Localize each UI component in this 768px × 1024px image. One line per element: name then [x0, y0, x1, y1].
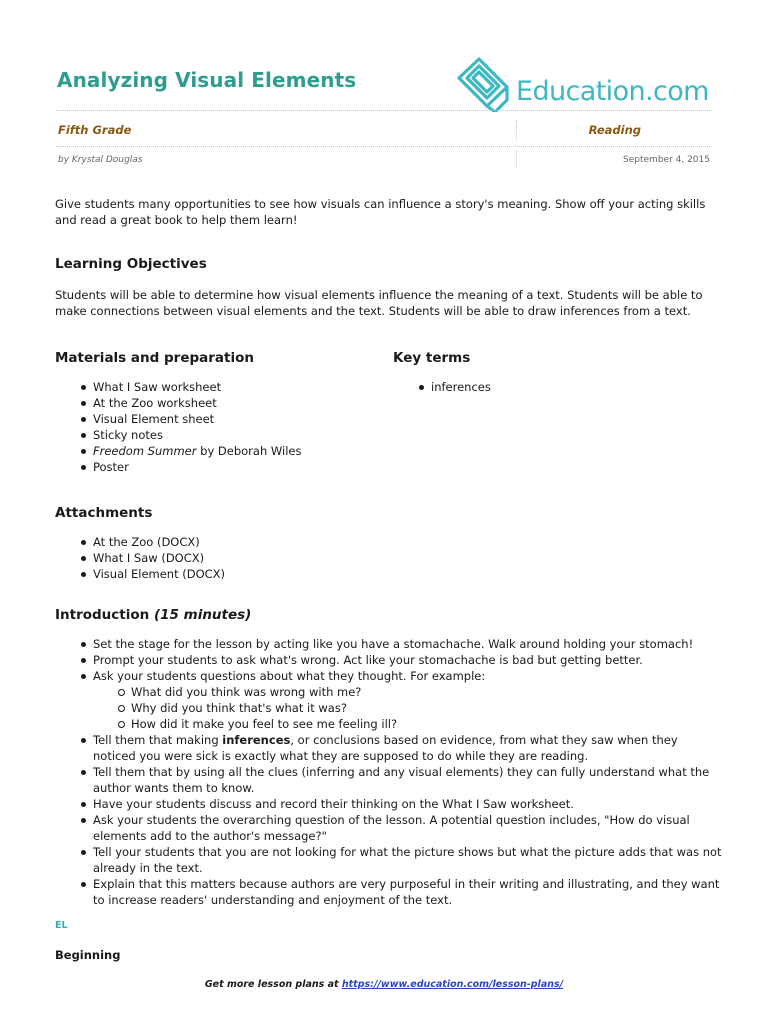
- list-item: Ask your students the overarching question of the lesson. A potential question includes, "How do visual elements add to the author's message?": [55, 812, 723, 844]
- materials-heading: Materials and preparation: [55, 350, 254, 366]
- learning-objectives-heading: Learning Objectives: [55, 256, 207, 272]
- list-item: Visual Element sheet: [55, 411, 375, 427]
- list-item: [55, 443, 375, 459]
- list-item: [55, 668, 723, 732]
- grade-label: Fifth Grade: [58, 123, 132, 137]
- attachments-list: [55, 534, 375, 582]
- list-item: What I Saw worksheet: [55, 379, 375, 395]
- sub-list-item: How did it make you feel to see me feeling ill?: [93, 716, 723, 732]
- key-terms-heading: Key terms: [393, 350, 471, 366]
- logo-wordmark: Education.com: [516, 76, 709, 107]
- attachment-link[interactable]: Visual Element (DOCX): [55, 566, 375, 582]
- materials-list: [55, 379, 375, 475]
- list-item: Tell them that by using all the clues (inferring and any visual elements) they can fully understand what the author wants them to know.: [55, 764, 723, 796]
- attachment-link[interactable]: What I Saw (DOCX): [55, 550, 375, 566]
- list-item: Tell your students that you are not looking for what the picture shows but what the picture adds that was not already in the text.: [55, 844, 723, 876]
- footer: [0, 979, 768, 990]
- date-label: September 4, 2015: [623, 155, 710, 165]
- intro-paragraph: Give students many opportunities to see how visuals can influence a story's meaning. Show off your acting skills and read a great book to help them learn!: [55, 197, 706, 227]
- education-logo[interactable]: [455, 56, 713, 112]
- list-item-text: Ask your students questions about what they thought. For example:: [93, 669, 486, 683]
- book-title: Freedom Summer: [93, 444, 197, 458]
- list-item: Sticky notes: [55, 427, 375, 443]
- list-item: At the Zoo worksheet: [55, 395, 375, 411]
- list-item: Prompt your students to ask what's wrong. Act like your stomachache is bad but getting better.: [55, 652, 723, 668]
- pencil-logo-icon: [455, 56, 515, 112]
- example-questions-list: [93, 684, 723, 732]
- header-divider: [56, 110, 712, 111]
- key-terms-list: [393, 379, 713, 395]
- inference-term: inferences: [222, 733, 291, 747]
- list-item: Explain that this matters because authors are very purposeful in their writing and illustrating, and they want to increase readers' understanding and enjoyment of the text.: [55, 876, 723, 908]
- meta-divider-vertical: [516, 120, 517, 140]
- inference-text-post: , or conclusions based on evidence, from what they saw when they noticed you were sick is exactly what they are supposed to do while they are reading.: [93, 733, 678, 763]
- list-item: Have your students discuss and record their thinking on the What I Saw worksheet.: [55, 796, 723, 812]
- author-divider-vertical: [516, 151, 517, 168]
- list-item: Set the stage for the lesson by acting like you have a stomachache. Walk around holding your stomach!: [55, 636, 723, 652]
- el-tag[interactable]: EL: [55, 920, 68, 931]
- author-label: by Krystal Douglas: [58, 155, 143, 165]
- learning-objectives-text: Students will be able to determine how visual elements influence the meaning of a text. Students will be able to make connections between visual elements and the text. Students will be able to draw inferences from a text.: [55, 288, 703, 318]
- list-item: [55, 732, 723, 764]
- book-author: by Deborah Wiles: [196, 444, 302, 458]
- subject-label: Reading: [588, 123, 641, 137]
- attachment-link[interactable]: At the Zoo (DOCX): [55, 534, 375, 550]
- introduction-title: Introduction: [55, 607, 150, 623]
- sub-list-item: What did you think was wrong with me?: [93, 684, 723, 700]
- introduction-heading: [55, 607, 251, 623]
- sub-list-item: Why did you think that's what it was?: [93, 700, 723, 716]
- introduction-list: [55, 636, 723, 908]
- meta-divider: [56, 146, 712, 147]
- lesson-plans-link[interactable]: https://www.education.com/lesson-plans/: [341, 979, 564, 990]
- inference-text-pre: Tell them that making: [93, 733, 223, 747]
- list-item: Poster: [55, 459, 375, 475]
- list-item: inferences: [393, 379, 713, 395]
- introduction-duration: (15 minutes): [153, 607, 252, 623]
- attachments-heading: Attachments: [55, 505, 153, 521]
- beginning-heading: Beginning: [55, 948, 121, 962]
- footer-text: Get more lesson plans at: [204, 979, 342, 990]
- page-title: Analyzing Visual Elements: [57, 68, 357, 92]
